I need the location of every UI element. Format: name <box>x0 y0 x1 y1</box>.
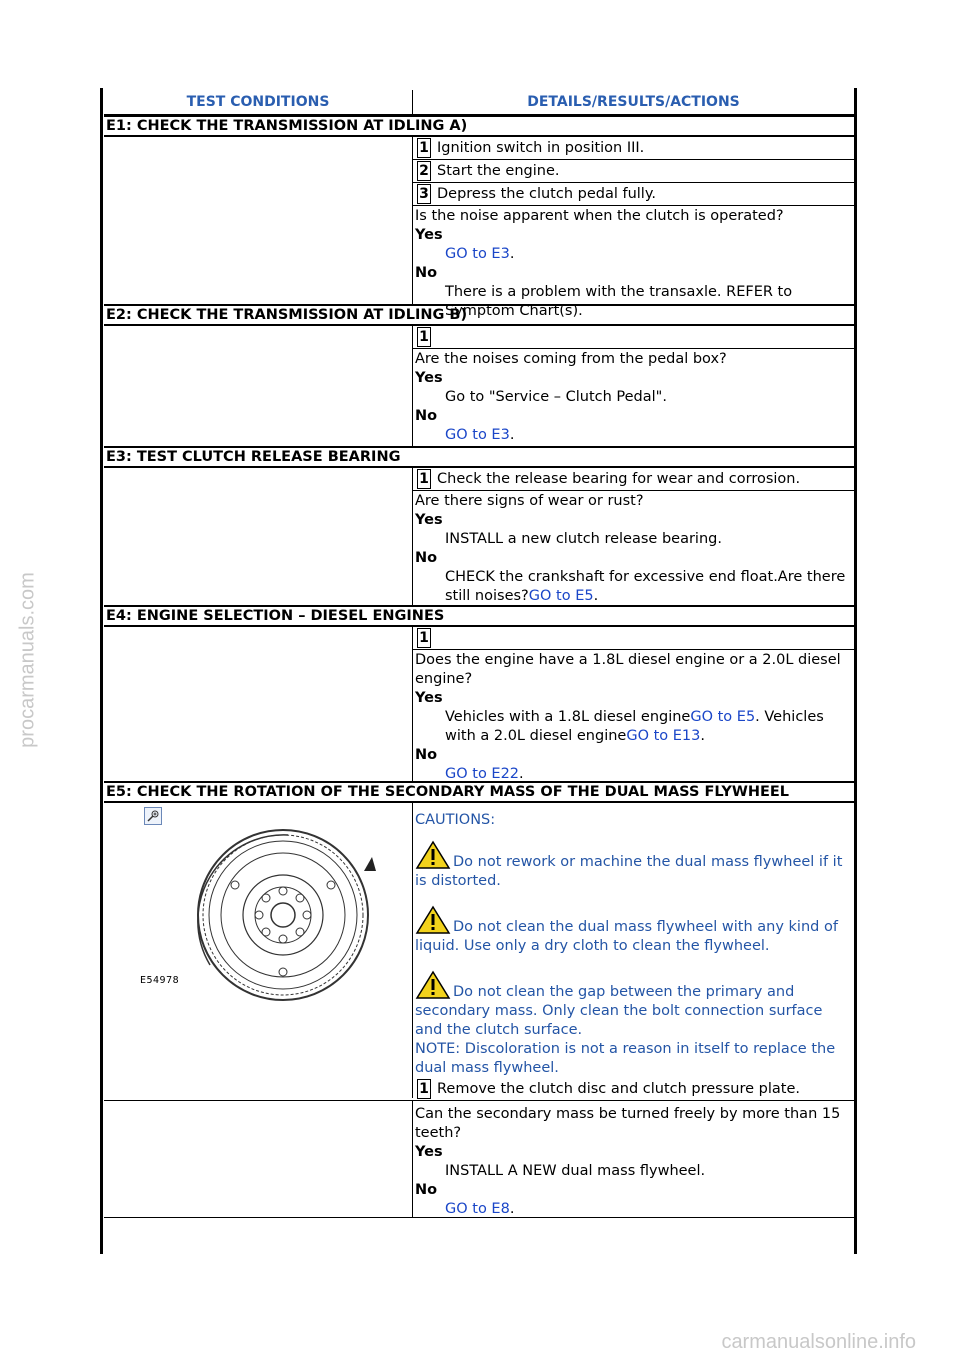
section-e4 <box>104 607 854 783</box>
section-title: E1: CHECK THE TRANSMISSION AT IDLING A) <box>104 117 854 137</box>
question-answer: Does the engine have a 1.8L diesel engine or a 2.0L diesel engine? Yes Vehicles with a 1.8L diesel engineGO to E5. Vehicles with a 2.0L diesel engineGO to E13. No GO to E22. <box>415 652 841 782</box>
step-row: 1 Check the release bearing for wear and corrosion. <box>413 468 854 491</box>
section-title: E2: CHECK THE TRANSMISSION AT IDLING B) <box>104 306 854 326</box>
warning-icon <box>415 840 451 870</box>
go-to-e8-link[interactable]: GO to E8 <box>445 1201 510 1217</box>
caution-item: Do not rework or machine the dual mass flywheel if it is distorted. <box>415 840 852 891</box>
go-to-e5-link[interactable]: GO to E5 <box>690 709 756 725</box>
question-answer: Can the secondary mass be turned freely by more than 15 teeth? Yes INSTALL A NEW dual mass flywheel. No GO to E8. <box>415 1106 841 1217</box>
go-to-e5-link[interactable]: GO to E5 <box>528 588 594 604</box>
header-details: DETAILS/RESULTS/ACTIONS <box>412 90 854 114</box>
caution-item: Do not clean the dual mass flywheel with any kind of liquid. Use only a dry cloth to clean the flywheel. <box>415 905 852 956</box>
step-row: 3 Depress the clutch pedal fully. <box>413 183 854 206</box>
go-to-e22-link[interactable]: GO to E22 <box>445 766 520 782</box>
step-row: 1 Remove the clutch disc and clutch pressure plate. <box>413 1078 854 1100</box>
left-border <box>100 88 103 1254</box>
image-caption: E54978 <box>140 975 180 986</box>
cautions-title: CAUTIONS: <box>415 812 496 828</box>
question-answer: Are the noises coming from the pedal box? Yes Go to "Service – Clutch Pedal". No GO to E3. <box>415 351 727 443</box>
go-to-e3-link[interactable]: GO to E3 <box>445 427 510 443</box>
side-watermark: procarmanuals.com <box>16 572 39 748</box>
step-row: 1 <box>413 326 854 349</box>
cautions-block <box>413 803 854 1078</box>
question-answer: Are there signs of wear or rust? Yes INSTALL a new clutch release bearing. No CHECK the crankshaft for excessive end float.Are there still noises?GO to E5. <box>415 493 846 604</box>
zoom-icon[interactable] <box>144 807 162 825</box>
step-row: 2 Start the engine. <box>413 160 854 183</box>
go-to-e3-link[interactable]: GO to E3 <box>445 246 510 262</box>
go-to-e13-link[interactable]: GO to E13 <box>626 728 701 744</box>
section-title: E5: CHECK THE ROTATION OF THE SECONDARY MASS OF THE DUAL MASS FLYWHEEL <box>104 783 854 803</box>
question-answer: Is the noise apparent when the clutch is operated? Yes GO to E3. No There is a problem with the transaxle. REFER to Symptom Chart(s). <box>415 208 793 319</box>
bottom-watermark: carmanualsonline.info <box>721 1331 916 1353</box>
caution-item: Do not clean the gap between the primary and secondary mass. Only clean the bolt connection surface and the clutch surface. <box>415 970 852 1040</box>
right-border <box>854 88 857 1254</box>
section-e3 <box>104 448 854 607</box>
section-title: E3: TEST CLUTCH RELEASE BEARING <box>104 448 854 468</box>
section-e2 <box>104 306 854 448</box>
flywheel-figure <box>104 803 413 1098</box>
step-row: 1 Ignition switch in position III. <box>413 137 854 160</box>
section-e5 <box>104 783 854 1218</box>
warning-icon <box>415 905 451 935</box>
note-text: NOTE: Discoloration is not a reason in itself to replace the dual mass flywheel. <box>415 1041 836 1076</box>
header-test-conditions: TEST CONDITIONS <box>186 94 330 110</box>
section-title: E4: ENGINE SELECTION – DIESEL ENGINES <box>104 607 854 627</box>
table-header <box>104 90 854 117</box>
warning-icon <box>415 970 451 1000</box>
diagnostic-table <box>104 90 854 1218</box>
step-row: 1 <box>413 627 854 650</box>
